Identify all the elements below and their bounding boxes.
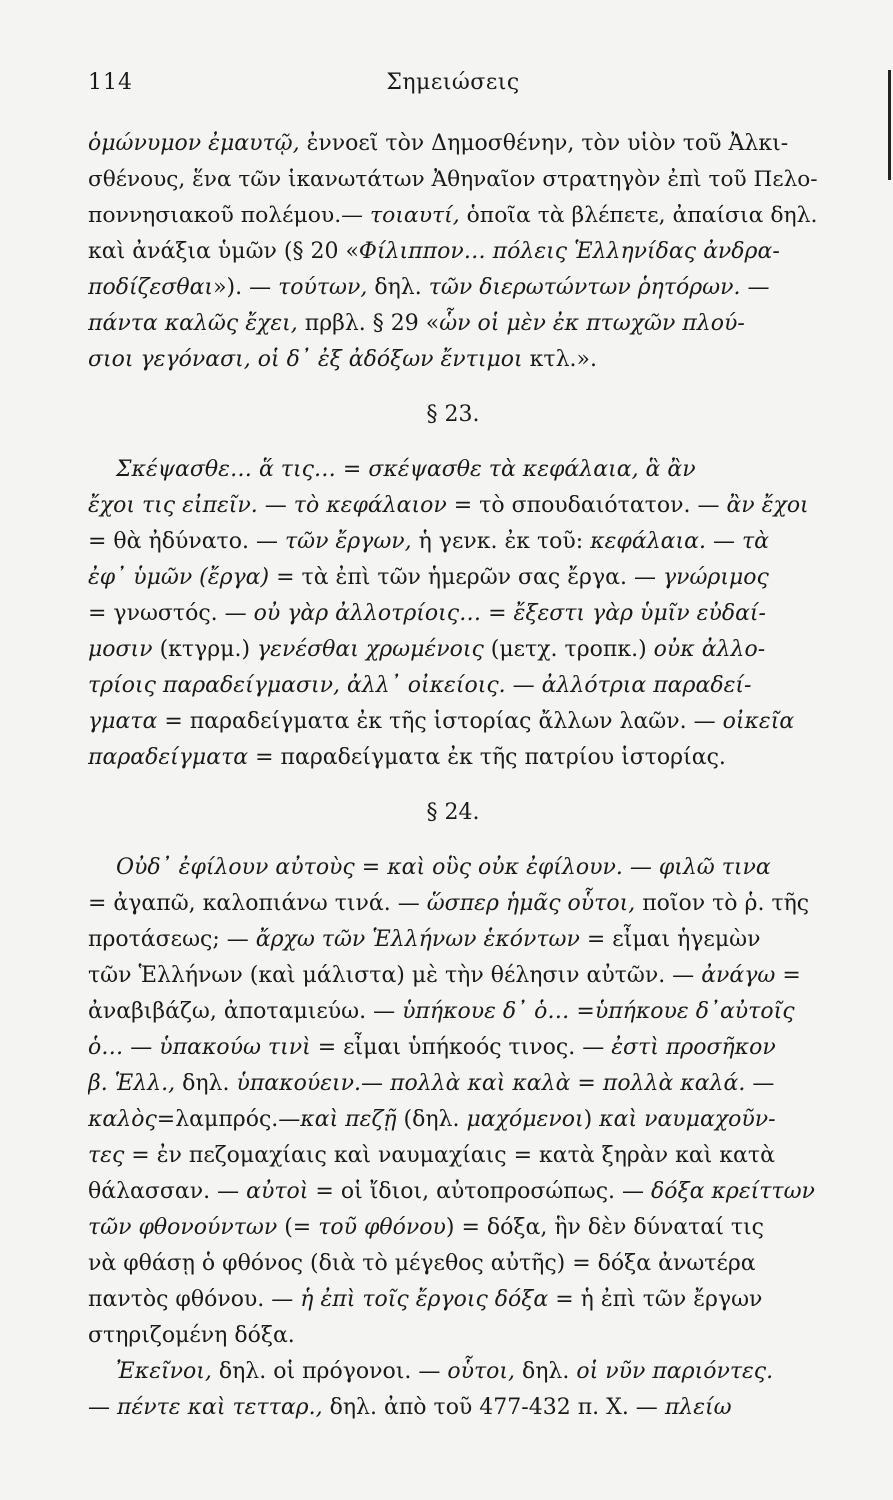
text-line	[88, 668, 818, 704]
gloss-text: δηλ. ἀπὸ τοῦ 477-432 π. Χ. —	[329, 1395, 665, 1420]
italic-lemma: πάντα καλῶς ἔχει,	[88, 311, 305, 336]
text-line	[88, 740, 818, 776]
gloss-text: —	[752, 1071, 775, 1096]
italic-lemma: τούτων,	[278, 275, 375, 300]
section-heading: § 24.	[426, 800, 480, 825]
italic-lemma: β.	[88, 1071, 108, 1096]
italic-lemma: τῶν φθονούντων	[88, 1215, 285, 1240]
italic-lemma: ἐφ᾽ ὑμῶν (ἔργα)	[88, 565, 277, 590]
gloss-text: = εἶμαι ὑπήκοός τινος. —	[317, 1035, 612, 1060]
italic-lemma: Οὐδ᾽ ἐφίλουν αὐτοὺς	[116, 855, 362, 880]
italic-lemma: τες	[88, 1143, 132, 1168]
gloss-text: (κτγρμ.)	[159, 637, 258, 662]
text-line	[88, 342, 818, 378]
gloss-text: —	[512, 673, 542, 698]
italic-lemma: ὑπακούω τινὶ	[159, 1035, 318, 1060]
text-line	[88, 704, 818, 740]
gloss-text: =	[488, 601, 514, 626]
section-heading: § 23.	[426, 402, 480, 427]
gloss-text: ποννησιακοῦ πολέμου.—	[88, 203, 371, 228]
italic-lemma: ὧν οἱ μὲν ἐκ πτωχῶν πλού-	[439, 311, 745, 336]
gloss-text: = οἱ ἴδιοι, αὐτοπροσώπως. —	[315, 1179, 652, 1204]
italic-lemma: οὗτοι,	[447, 1359, 522, 1384]
gloss-text: =	[576, 999, 595, 1024]
italic-lemma: ἂν ἔχοι	[726, 493, 809, 518]
gloss-text: κτλ.».	[529, 347, 597, 372]
text-line	[88, 632, 818, 668]
text-line	[88, 596, 818, 632]
text-line	[88, 234, 818, 270]
gloss-text: =	[342, 457, 369, 482]
text-line	[88, 198, 818, 234]
italic-lemma: καὶ πεζῇ	[300, 1107, 404, 1132]
gloss-text: ποῖον τὸ ῥ. τῆς	[642, 891, 810, 916]
gloss-text: νὰ φθάσῃ ὁ φθόνος (διὰ τὸ μέγεθος αὐτῆς) = δόξα ἀνωτέρα	[88, 1251, 756, 1276]
italic-lemma: πολλὰ καλά.	[602, 1071, 753, 1096]
italic-lemma: οἰκεῖα	[722, 709, 795, 734]
gloss-text: = παραδείγματα ἐκ τῆς ἱστορίας ἄλλων λαῶν. —	[164, 709, 723, 734]
gloss-text: )	[583, 1107, 600, 1132]
italic-lemma: οὐ γὰρ ἀλλοτρίοις…	[253, 601, 489, 626]
italic-lemma: τοῦ φθόνου	[318, 1215, 446, 1240]
gloss-text: »). —	[213, 275, 279, 300]
text-line	[88, 1390, 818, 1426]
text-line	[88, 306, 818, 342]
gloss-text: (δηλ.	[403, 1107, 467, 1132]
gloss-text: πρβλ. § 29 «	[304, 311, 440, 336]
text-line	[88, 126, 818, 162]
text-line	[88, 1174, 818, 1210]
gloss-text: δηλ.	[182, 1071, 237, 1096]
italic-lemma: Φίλιππον… πόλεις Ἑλληνίδας ἀνδρα-	[358, 239, 780, 264]
italic-lemma: ἀνάγω	[701, 963, 783, 988]
italic-lemma: γνώριμος	[662, 565, 769, 590]
gloss-text: = τὰ ἐπὶ τῶν ἡμερῶν σας ἔργα. —	[276, 565, 663, 590]
italic-lemma: ἔχοι τις εἰπεῖν.	[88, 493, 265, 518]
gloss-text: = ἀγαπῶ, καλοπιάνω τινά. —	[88, 891, 427, 916]
gloss-text: =	[361, 855, 388, 880]
italic-lemma: ἔξεστι γὰρ ὑμῖν εὐδαί-	[513, 601, 766, 626]
text-line	[88, 270, 818, 306]
italic-lemma: καὶ οὓς οὐκ ἐφίλουν. — φιλῶ τινα	[387, 855, 771, 880]
gloss-text: δηλ. οἱ πρόγονοι. —	[218, 1359, 448, 1384]
text-line	[88, 1210, 818, 1246]
italic-lemma: ἄρχω τῶν Ἑλλήνων ἑκόντων	[255, 927, 587, 952]
gloss-text: θάλασσαν. —	[88, 1179, 247, 1204]
italic-lemma: Ἐκεῖνοι,	[116, 1359, 219, 1384]
gloss-text: προτάσεως; —	[88, 927, 256, 952]
gloss-text: δηλ.	[522, 1359, 577, 1384]
text-line	[88, 1066, 818, 1102]
gloss-text: =	[577, 1071, 603, 1096]
italic-lemma: ἡ ἐπὶ τοῖς ἔργοις δόξα	[300, 1287, 556, 1312]
note-block	[88, 776, 818, 1426]
italic-lemma: ὁ…	[88, 1035, 131, 1060]
italic-lemma: μαχόμενοι	[466, 1107, 584, 1132]
italic-lemma: Σκέψασθε… ἅ τις…	[116, 457, 343, 482]
italic-lemma: τὸ κεφάλαιον	[293, 493, 454, 518]
italic-lemma: μοσιν	[88, 637, 160, 662]
italic-lemma: ἐστὶ προσῆκον	[611, 1035, 776, 1060]
italic-lemma: γενέσθαι χρωμένοις	[257, 637, 491, 662]
italic-lemma: πέντε καὶ τετταρ.,	[117, 1395, 330, 1420]
italic-lemma: τὰ	[741, 529, 769, 554]
italic-lemma: ὑπακούειν.	[236, 1071, 361, 1096]
gloss-text: =λαμπρός.—	[156, 1107, 301, 1132]
italic-lemma: σιοι γεγόνασι, οἱ δ᾽ ἐξ ἀδόξων ἔντιμοι	[88, 347, 530, 372]
italic-lemma: ὥσπερ ἡμᾶς οὗτοι,	[426, 891, 643, 916]
text-line	[88, 452, 818, 488]
text-line	[88, 1102, 818, 1138]
text-line	[88, 524, 818, 560]
text-line	[88, 1282, 818, 1318]
gloss-text: καὶ ἀνάξια ὑμῶν (§ 20 «	[88, 239, 359, 264]
italic-lemma: τῶν διερωτώντων ῥητόρων. —	[428, 275, 770, 300]
gloss-text: = γνωστός. —	[88, 601, 254, 626]
page-header	[88, 70, 818, 104]
gloss-text: —	[130, 1035, 160, 1060]
text-body	[88, 126, 818, 1426]
gloss-text: δηλ.	[374, 275, 429, 300]
gloss-text: ἡ γενκ. ἐκ τοῦ:	[418, 529, 591, 554]
text-line	[88, 1318, 818, 1354]
gloss-text: —	[88, 1395, 117, 1420]
text-line	[88, 1354, 818, 1390]
gloss-text: = ἐν πεζομαχίαις καὶ ναυμαχίαις = κατὰ ξηρὰν καὶ κατὰ	[131, 1143, 775, 1168]
italic-lemma: οἱ νῦν παριόντες.	[576, 1359, 774, 1384]
text-line	[88, 850, 818, 886]
italic-lemma: ἀλλότρια παραδεί-	[541, 673, 752, 698]
text-line	[88, 1246, 818, 1282]
italic-lemma: τρίοις παραδείγμασιν, ἀλλ᾽ οἰκείοις.	[88, 673, 513, 698]
italic-lemma: Ἑλλ.,	[114, 1071, 183, 1096]
gloss-text: ἐννοεῖ τὸν Δημοσθένην, τὸν υἱὸν τοῦ Ἀλκι-	[306, 131, 789, 156]
gloss-text: παντὸς φθόνου. —	[88, 1287, 301, 1312]
gloss-text: (=	[284, 1215, 319, 1240]
italic-lemma: ὁμώνυμον ἐμαυτῷ,	[88, 131, 307, 156]
running-head: Σημειώσεις	[386, 70, 520, 95]
text-line	[88, 886, 818, 922]
gloss-text	[108, 1071, 115, 1096]
note-block	[88, 126, 818, 378]
italic-lemma: γματα	[88, 709, 165, 734]
text-line	[88, 1030, 818, 1066]
gloss-text: τῶν Ἑλλήνων (καὶ μάλιστα) μὲ τὴν θέλησιν αὐτῶν. —	[88, 963, 702, 988]
gloss-text: (μετχ. τροπκ.)	[490, 637, 654, 662]
page-edge-mark	[888, 70, 891, 180]
italic-lemma: ποδίζεσθαι	[88, 275, 214, 300]
gloss-text: = θὰ ἠδύνατο. —	[88, 529, 285, 554]
italic-lemma: παραδείγματα	[88, 745, 256, 770]
gloss-text: ἀναβιβάζω, ἀποταμιεύω. —	[88, 999, 403, 1024]
gloss-text: ὁποῖα τὰ βλέπετε, ἀπαίσια δηλ.	[466, 203, 818, 228]
text-line	[88, 488, 818, 524]
text-line	[88, 958, 818, 994]
italic-lemma: οὐκ ἀλλο-	[653, 637, 766, 662]
gloss-text: —	[264, 493, 294, 518]
gloss-text: = τὸ σπουδαιότατον. —	[453, 493, 727, 518]
italic-lemma: δόξα κρείττων	[651, 1179, 815, 1204]
text-line	[88, 922, 818, 958]
text-line	[88, 994, 818, 1030]
italic-lemma: ὑπήκουε δ᾽ ὁ…	[402, 999, 577, 1024]
italic-lemma: σκέψασθε τὰ κεφάλαια, ἃ ἂν	[368, 457, 696, 482]
gloss-text: —	[361, 1071, 390, 1096]
page-number: 114	[88, 70, 133, 95]
gloss-text: στηριζομένη δόξα.	[88, 1323, 295, 1348]
italic-lemma: πλείω	[664, 1395, 732, 1420]
gloss-text: —	[712, 529, 742, 554]
italic-lemma: ὑπήκουε δ᾽αὐτοῖς	[594, 999, 795, 1024]
note-block	[88, 378, 818, 776]
gloss-text: = παραδείγματα ἐκ τῆς πατρίου ἱστορίας.	[255, 745, 726, 770]
italic-lemma: καὶ ναυμαχοῦν-	[599, 1107, 776, 1132]
gloss-text: = ἡ ἐπὶ τῶν ἔργων	[555, 1287, 763, 1312]
text-line	[88, 1138, 818, 1174]
italic-lemma: κεφάλαια.	[590, 529, 713, 554]
gloss-text: σθένους, ἕνα τῶν ἱκανωτάτων Ἀθηναῖον στρατηγὸν ἐπὶ τοῦ Πελο-	[88, 167, 818, 192]
gloss-text: =	[782, 963, 801, 988]
gloss-text: = εἶμαι ἡγεμὼν	[586, 927, 761, 952]
italic-lemma: καλὸς	[88, 1107, 157, 1132]
italic-lemma: πολλὰ καὶ καλὰ	[390, 1071, 578, 1096]
gloss-text: ) = δόξα, ἣν δὲν δύναταί τις	[445, 1215, 764, 1240]
italic-lemma: τῶν ἔργων,	[284, 529, 419, 554]
text-line	[88, 162, 818, 198]
text-line	[88, 560, 818, 596]
italic-lemma: αὐτοὶ	[246, 1179, 316, 1204]
italic-lemma: τοιαυτί,	[370, 203, 467, 228]
